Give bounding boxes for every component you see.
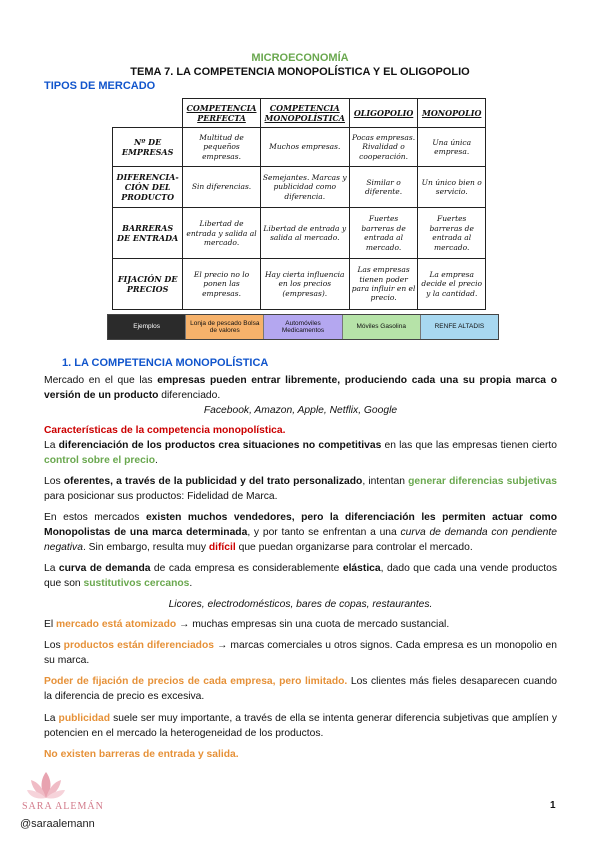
paragraph-differentiation: La diferenciación de los productos crea situaciones no competitivas en las que las empresas tienen cierto control sobre el precio. xyxy=(44,440,557,466)
paragraph-products: Los productos están diferenciados → marcas comerciales u otros signos. Cada empresa es un monopolio en su marca. xyxy=(44,640,557,666)
paragraph-offerers: Los oferentes, a través de la publicidad y del trato personalizado, intentan generar diferencias subjetivas para posicionar sus productos: Fidelidad de Marca. xyxy=(44,476,557,502)
page-number: 1 xyxy=(550,800,556,811)
table-cell: Sin diferencias. xyxy=(183,166,261,207)
table-row xyxy=(113,166,486,207)
paragraph-pricing-power: Poder de fijación de precios de cada empresa, pero limitado. Los clientes más fieles desaparecen cuando la diferencia de precio es excesiva. xyxy=(44,676,557,702)
table-row-header: DIFERENCIA-CIÓN DEL PRODUCTO xyxy=(113,166,183,207)
table-corner xyxy=(113,99,183,128)
paragraph-atomized: El mercado está atomizado → muchas empresas sin una cuota de mercado sustancial. xyxy=(44,619,450,630)
social-handle: @saraalemann xyxy=(20,818,95,830)
lotus-icon xyxy=(26,770,66,802)
section-heading: 1. LA COMPETENCIA MONOPOLÍSTICA xyxy=(62,357,269,369)
definition-paragraph: Mercado en el que las empresas pueden entrar libremente, produciendo cada una su propia marca o versión de un producto diferenciado. xyxy=(44,375,557,401)
table-row xyxy=(113,208,486,259)
table-cell: Pocas empresas. Rivalidad o cooperación. xyxy=(349,127,418,166)
table-col-header: MONOPOLIO xyxy=(418,99,486,128)
characteristics-heading: Características de la competencia monopolística. xyxy=(44,425,286,436)
examples-bar xyxy=(107,314,499,340)
table-cell: Libertad de entrada y salida al mercado. xyxy=(183,208,261,259)
example-monopoly: RENFE ALTADIS xyxy=(421,315,498,339)
brand-name: SARA ALEMÁN xyxy=(22,801,104,812)
example-perfect-competition: Lonja de pescado Bolsa de valores xyxy=(186,315,264,339)
table-row-header: BARRERAS DE ENTRADA xyxy=(113,208,183,259)
sector-examples: Licores, electrodomésticos, bares de copas, restaurantes. xyxy=(168,599,433,610)
table-header-row xyxy=(113,99,486,128)
table-cell: Las empresas tienen poder para influir en el precio. xyxy=(349,259,418,310)
table-row xyxy=(113,259,486,310)
example-monopolistic-competition: Automóviles Medicamentos xyxy=(264,315,342,339)
table-cell: Semejantes. Marcas y publicidad como diferencia. xyxy=(260,166,349,207)
table-cell: Fuertes barreras de entrada al mercado. xyxy=(349,208,418,259)
section-title: TIPOS DE MERCADO xyxy=(44,80,156,92)
company-examples: Facebook, Amazon, Apple, Netflix, Google xyxy=(203,405,398,416)
paragraph-no-barriers: No existen barreras de entrada y salida. xyxy=(44,749,239,760)
table-cell: Fuertes barreras de entrada al mercado. xyxy=(418,208,486,259)
paragraph-advertising: La publicidad suele ser muy importante, a través de ella se intenta generar diferencia subjetivas que amplíen y potencien en el mercado la heterogeneidad de los productos. xyxy=(44,713,557,739)
table-row-header: Nº DE EMPRESAS xyxy=(113,127,183,166)
table-col-header: COMPETENCIA MONOPOLÍSTICA xyxy=(260,99,349,128)
topic-title: TEMA 7. LA COMPETENCIA MONOPOLÍSTICA Y EL OLIGOPOLIO xyxy=(130,66,470,78)
subject-title: MICROECONOMÍA xyxy=(251,52,349,64)
paragraph-sellers: En estos mercados existen muchos vendedores, pero la diferenciación les permiten actuar como Monopolistas de una marca determinada, y por tanto se enfrentan a una curva de demanda con pendiente negativa. Sin embargo, resulta muy difícil que puedan organizarse para controlar el mercado. xyxy=(44,512,557,553)
examples-label: Ejemplos xyxy=(108,315,186,339)
table-row xyxy=(113,127,486,166)
table-cell: Muchos empresas. xyxy=(260,127,349,166)
table-cell: El precio no lo ponen las empresas. xyxy=(183,259,261,310)
table-cell: Multitud de pequeños empresas. xyxy=(183,127,261,166)
paragraph-demand: La curva de demanda de cada empresa es considerablemente elástica, dado que cada una vende productos que son sustitutivos cercanos. xyxy=(44,563,557,589)
table-cell: Similar o diferente. xyxy=(349,166,418,207)
table-cell: Un único bien o servicio. xyxy=(418,166,486,207)
table-col-header: OLIGOPOLIO xyxy=(349,99,418,128)
table-cell: La empresa decide el precio y la cantidad. xyxy=(418,259,486,310)
table-cell: Hay cierta influencia en los precios (empresas). xyxy=(260,259,349,310)
table-cell: Una única empresa. xyxy=(418,127,486,166)
table-col-header: COMPETENCIA PERFECTA xyxy=(183,99,261,128)
table-cell: Libertad de entrada y salida al mercado. xyxy=(260,208,349,259)
market-types-table xyxy=(112,98,486,310)
table-row-header: FIJACIÓN DE PRECIOS xyxy=(113,259,183,310)
example-oligopoly: Móviles Gasolina xyxy=(343,315,421,339)
